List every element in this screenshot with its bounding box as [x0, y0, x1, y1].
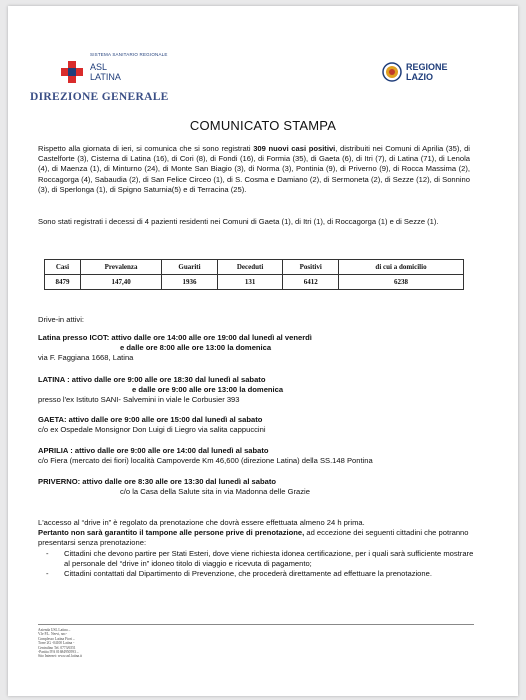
- footer-address: Azienda USL Latina – V.le P.L. Nervi, snc- Complesso Latina Fiori – Torre 2G -04100 Latina - Centralino Tel. 0773/6551 -Partita IVA 01684950593 – Sito Internet: www.asl.latina.it: [38, 628, 82, 659]
- asl-subtitle: SISTEMA SANITARIO REGIONALE: [90, 52, 168, 57]
- direzione-generale-heading: DIREZIONE GENERALE: [30, 91, 169, 103]
- regione-lazio-logo: [382, 60, 464, 84]
- footer-divider: [38, 624, 474, 625]
- header-cell: Positivi: [283, 260, 339, 275]
- table-header-row: [45, 260, 464, 275]
- value-cell: 8479: [45, 275, 81, 290]
- list-item: - Cittadini contattati dal Dipartimento di Prevenzione, che procederà direttamente ad effettuare la prenotazione.: [46, 569, 432, 579]
- drive-in-gaeta: GAETA: attivo dalle ore 9:00 alle ore 15:00 dal lunedì al sabato c/o ex Ospedale Monsignor Don Luigi di Liegro via salita cappuccini: [38, 415, 266, 435]
- value-cell: 6412: [283, 275, 339, 290]
- value-cell: 147,40: [80, 275, 161, 290]
- access-rules: L'accesso al “drive in” è regolato da prenotazione che dovrà essere effettuata almeno 24 h prima. Pertanto non sarà garantito il tampone alle persone prive di prenotazione, ad eccezione dei seguenti cittadini che potranno presentarsi senza prenotazione: - Cittadini che devono partire per Stati Esteri, dove viene richiesta idonea certificazione, per i quali sarà sufficiente mostrare al personale del “drive in” idoneo titolo di viaggio e ricevuta di pagamento; - Cittadini contattati dal Dipartimento di Prevenzione, che procederà direttamente ad effettuare la prenotazione.: [38, 518, 474, 579]
- new-cases-count: 309 nuovi casi positivi: [253, 144, 336, 153]
- drive-in-latina-icot: Latina presso ICOT: attivo dalle ore 14:00 alle ore 19:00 dal lunedì al venerdì e dalle ore 8:00 alle ore 13:00 la domenica via F. Faggiana 1668, Latina: [38, 333, 312, 363]
- value-cell: 131: [217, 275, 283, 290]
- new-cases-paragraph: Rispetto alla giornata di ieri, si comunica che si sono registrati 309 nuovi casi positivi, distribuiti nei Comuni di Aprilia (35), di Castelforte (3), Cisterna di Latina (16), di Cori (8), di Fondi (16), di Formia (35), di Gaeta (6), di Itri (7), di Latina (71), di Lenola (4), di Maenza (1), di Minturno (24), di Monte San Biagio (3), di Norma (3), Pontinia (9), di Priverno (9), di Rocca Massima (2), Roccagorga (4), Sabaudia (2), di San Felice Circeo (1), di S. Cosma e Damiano (2), di Sermoneta (2), di Sezze (12), di Sonnino (3), di Sperlonga (1), di Spigno Saturnia(5) e di Terracina (25).: [38, 144, 470, 194]
- value-cell: 6238: [339, 275, 464, 290]
- statistics-table: [44, 259, 464, 290]
- header-cell: Casi: [45, 260, 81, 275]
- asl-name: ASL LATINA: [90, 62, 121, 82]
- drive-in-priverno: PRIVERNO: attivo dalle ore 8:30 alle ore 13:30 dal lunedì al sabato c/o la Casa della Salute sita in via Madonna delle Grazie: [38, 477, 310, 497]
- deaths-paragraph: Sono stati registrati i decessi di 4 pazienti residenti nei Comuni di Gaeta (1), di Itri (1), di Roccagorga (1) e di Sezze (1).: [38, 217, 439, 226]
- document-title: COMUNICATO STAMPA: [189, 118, 337, 133]
- header-cell: Prevalenza: [80, 260, 161, 275]
- drive-in-latina: LATINA : attivo dalle ore 9:00 alle ore 18:30 dal lunedì al sabato e dalle ore 9:00 alle ore 13:00 la domenica presso l'ex Istituto SANI- Salvemini in viale le Corbusier 393: [38, 375, 284, 405]
- value-cell: 1936: [162, 275, 218, 290]
- drive-in-title: Drive-in attivi:: [38, 315, 84, 324]
- header-cell: Deceduti: [217, 260, 283, 275]
- list-item: - Cittadini che devono partire per Stati Esteri, dove viene richiesta idonea certificazione, per i quali sarà sufficiente mostrare al personale del “drive in” idoneo titolo di viaggio e ricevuta di pagamento;: [46, 548, 474, 568]
- header-cell: Guariti: [162, 260, 218, 275]
- drive-in-aprilia: APRILIA : attivo dalle ore 9:00 alle ore 14:00 dal lunedì al sabato c/o Fiera (mercato dei fiori) località Campoverde Km 46,600 (direzione Latina) della SS.148 Pontina: [38, 446, 373, 466]
- regione-text: REGIONE LAZIO: [406, 62, 448, 82]
- table-row: [45, 275, 464, 290]
- regione-emblem-icon: [382, 62, 402, 82]
- header-cell: di cui a domicilio: [339, 260, 464, 275]
- red-cross-icon: [60, 60, 84, 84]
